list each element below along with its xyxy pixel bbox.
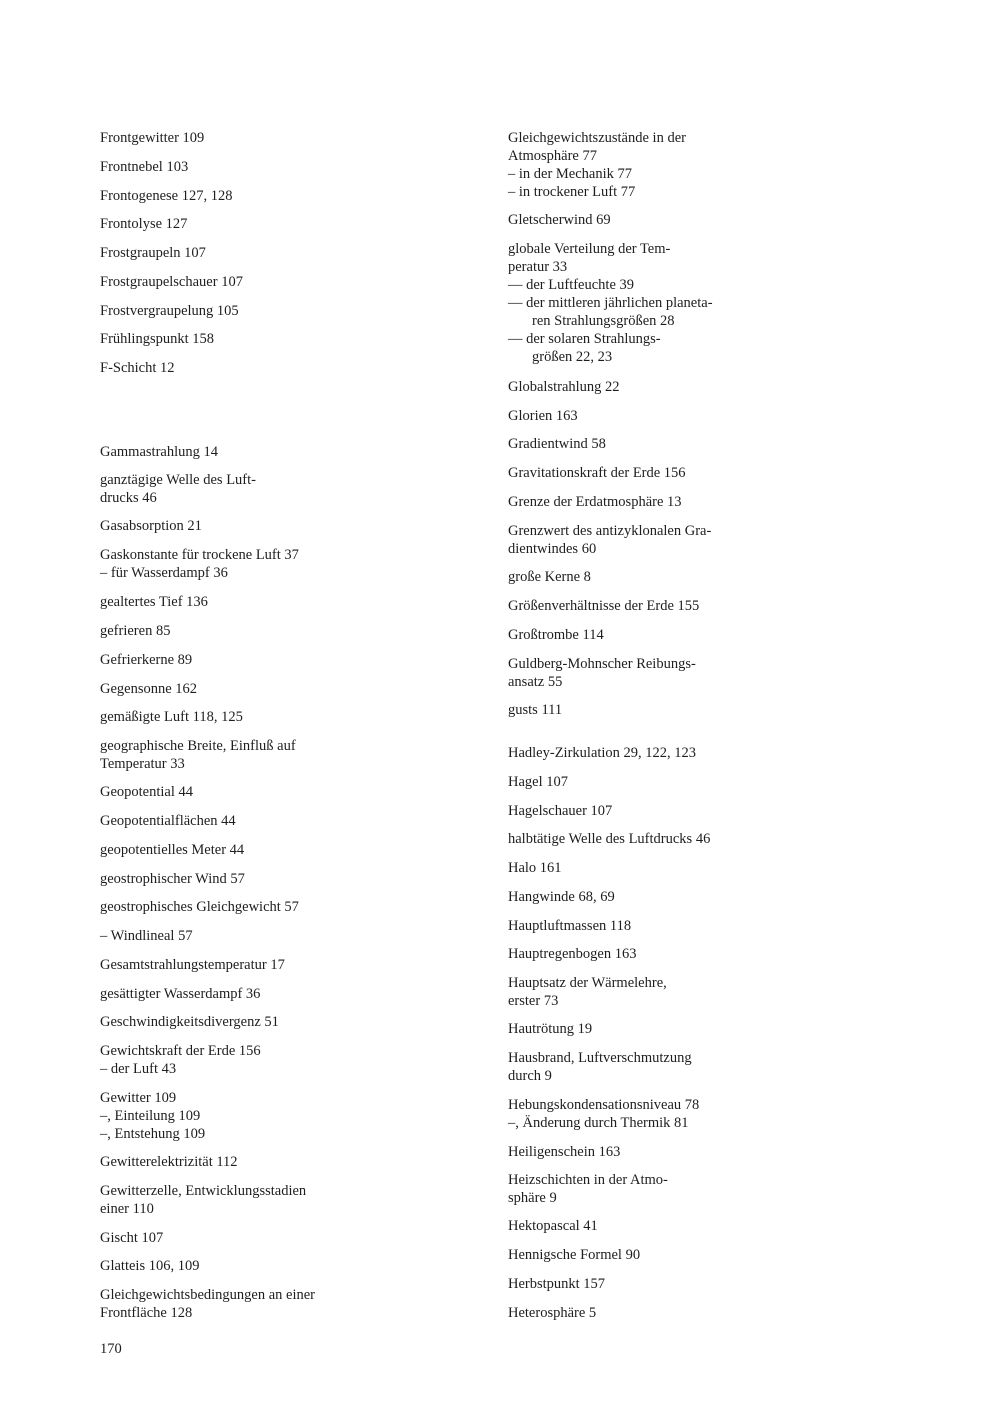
index-entry-line: –– der Luftfeuchte 39 bbox=[508, 277, 635, 293]
index-entry-line: Gegensonne 162 bbox=[100, 681, 198, 697]
index-entry bbox=[508, 917, 868, 935]
index-entry-line: Gaskonstante für trockene Luft 37 bbox=[100, 547, 299, 563]
index-entry-line: gealtertes Tief 136 bbox=[100, 594, 208, 610]
index-entry-line: Hangwinde 68, 69 bbox=[508, 889, 615, 905]
index-entry-line: Gewitterelektrizität 112 bbox=[100, 1154, 238, 1170]
index-entry-line: peratur 33 bbox=[508, 259, 568, 275]
index-entry-line: Frontnebel 103 bbox=[100, 159, 189, 175]
index-entry-line: Gewichtskraft der Erde 156 bbox=[100, 1043, 261, 1059]
index-entry-line: –, Entstehung 109 bbox=[100, 1126, 206, 1142]
index-entry bbox=[508, 945, 868, 963]
index-entry bbox=[508, 888, 868, 906]
index-entry-line: Hauptluftmassen 118 bbox=[508, 918, 632, 934]
index-entry bbox=[508, 859, 868, 877]
index-entry-line: Frostgraupelschauer 107 bbox=[100, 274, 243, 290]
index-entry bbox=[100, 783, 460, 801]
index-entry bbox=[100, 870, 460, 888]
index-entry bbox=[508, 1304, 868, 1322]
index-entry-line: Gradientwind 58 bbox=[508, 436, 606, 452]
index-entry bbox=[508, 240, 868, 366]
index-entry-line: gefrieren 85 bbox=[100, 623, 171, 639]
index-entry-line: halbtätige Welle des Luftdrucks 46 bbox=[508, 831, 711, 847]
index-entry bbox=[508, 830, 868, 848]
index-entry-line: Gravitationskraft der Erde 156 bbox=[508, 465, 686, 481]
index-entry bbox=[100, 593, 460, 611]
index-entry-line: Frontgewitter 109 bbox=[100, 130, 205, 146]
index-entry bbox=[508, 522, 868, 558]
index-entry-line: geographische Breite, Einfluß auf bbox=[100, 738, 296, 754]
index-entry-line: F-Schicht 12 bbox=[100, 360, 175, 376]
index-entry-line: Glatteis 106, 109 bbox=[100, 1258, 200, 1274]
index-entry bbox=[100, 1182, 460, 1218]
index-entry bbox=[100, 302, 460, 320]
index-entry-line: Hautrötung 19 bbox=[508, 1021, 593, 1037]
index-entry bbox=[100, 273, 460, 291]
index-entry-line: Geopotentialflächen 44 bbox=[100, 813, 236, 829]
index-entry-line: Grenzwert des antizyklonalen Gra- bbox=[508, 523, 712, 539]
index-entry bbox=[508, 802, 868, 820]
index-entry-line: Geopotential 44 bbox=[100, 784, 194, 800]
index-entry bbox=[100, 359, 460, 377]
index-entry-line: gesättigter Wasserdampf 36 bbox=[100, 986, 261, 1002]
index-entry-line: Hadley-Zirkulation 29, 122, 123 bbox=[508, 745, 697, 761]
page-number: 170 bbox=[100, 1341, 122, 1357]
index-entry bbox=[100, 1286, 460, 1322]
index-entry-line: Gletscherwind 69 bbox=[508, 212, 611, 228]
index-entry bbox=[100, 1013, 460, 1031]
index-entry-line: größen 22, 23 bbox=[532, 349, 613, 365]
index-entry-line: Frostgraupeln 107 bbox=[100, 245, 206, 261]
index-entry-line: Hennigsche Formel 90 bbox=[508, 1247, 641, 1263]
index-entry-line: ren Strahlungsgrößen 28 bbox=[532, 313, 675, 329]
index-entry-line: Frontogenese 127, 128 bbox=[100, 188, 233, 204]
index-entry bbox=[100, 517, 460, 535]
index-entry-line: durch 9 bbox=[508, 1068, 552, 1084]
index-entry-line: Hauptsatz der Wärmelehre, bbox=[508, 975, 667, 991]
index-entry bbox=[508, 1020, 868, 1038]
index-entry bbox=[508, 655, 868, 691]
index-entry bbox=[100, 680, 460, 698]
index-entry-line: geostrophischer Wind 57 bbox=[100, 871, 245, 887]
index-entry bbox=[508, 701, 868, 719]
index-entry-line: Halo 161 bbox=[508, 860, 562, 876]
index-entry-line: Frühlingspunkt 158 bbox=[100, 331, 214, 347]
index-entry bbox=[100, 187, 460, 205]
index-entry bbox=[508, 464, 868, 482]
index-entry-line: Frontfläche 128 bbox=[100, 1305, 193, 1321]
index-entry bbox=[100, 737, 460, 773]
index-entry-line: Gewitterzelle, Entwicklungsstadien bbox=[100, 1183, 307, 1199]
index-entry bbox=[100, 708, 460, 726]
index-entry-line: erster 73 bbox=[508, 993, 559, 1009]
index-entry-line: dientwindes 60 bbox=[508, 541, 597, 557]
index-entry-line: sphäre 9 bbox=[508, 1190, 557, 1206]
index-entry bbox=[100, 985, 460, 1003]
index-entry-line: Grenze der Erdatmosphäre 13 bbox=[508, 494, 682, 510]
index-entry bbox=[508, 435, 868, 453]
index-entry-line: drucks 46 bbox=[100, 490, 157, 506]
index-entry-line: Heterosphäre 5 bbox=[508, 1305, 597, 1321]
index-entry bbox=[100, 215, 460, 233]
index-entry bbox=[100, 812, 460, 830]
index-entry-line: –, Änderung durch Thermik 81 bbox=[508, 1115, 689, 1131]
index-entry-line: – in der Mechanik 77 bbox=[508, 166, 633, 182]
index-entry-line: –, Einteilung 109 bbox=[100, 1108, 201, 1124]
index-entry-line: Hausbrand, Luftverschmutzung bbox=[508, 1050, 692, 1066]
index-entry bbox=[508, 1143, 868, 1161]
index-entry bbox=[508, 211, 868, 229]
index-entry-line: Gammastrahlung 14 bbox=[100, 444, 218, 460]
index-entry-line: Herbstpunkt 157 bbox=[508, 1276, 606, 1292]
index-entry bbox=[100, 330, 460, 348]
index-entry-line: –– der solaren Strahlungs- bbox=[508, 331, 661, 347]
index-entry bbox=[100, 1229, 460, 1247]
index-entry-line: geostrophisches Gleichgewicht 57 bbox=[100, 899, 299, 915]
index-entry-line: Glorien 163 bbox=[508, 408, 578, 424]
index-entry bbox=[100, 898, 460, 916]
index-entry bbox=[100, 622, 460, 640]
index-entry-line: Hauptregenbogen 163 bbox=[508, 946, 637, 962]
index-entry-line: Heiligenschein 163 bbox=[508, 1144, 621, 1160]
index-entry bbox=[100, 1257, 460, 1275]
index-entry bbox=[100, 927, 460, 945]
index-entry-line: – der Luft 43 bbox=[100, 1061, 177, 1077]
index-entry bbox=[100, 1042, 460, 1078]
index-entry-line: gemäßigte Luft 118, 125 bbox=[100, 709, 243, 725]
index-entry bbox=[508, 1275, 868, 1293]
index-entry bbox=[508, 568, 868, 586]
index-entry-line: Gefrierkerne 89 bbox=[100, 652, 193, 668]
index-entry bbox=[508, 1171, 868, 1207]
index-entry-line: Hagelschauer 107 bbox=[508, 803, 613, 819]
index-entry-line: Heizschichten in der Atmo- bbox=[508, 1172, 668, 1188]
index-entry bbox=[100, 443, 460, 461]
index-entry-line: Hagel 107 bbox=[508, 774, 568, 790]
index-entry-line: ansatz 55 bbox=[508, 674, 563, 690]
index-entry-line: Frontolyse 127 bbox=[100, 216, 188, 232]
index-entry-line: Globalstrahlung 22 bbox=[508, 379, 620, 395]
index-entry-line: Gesamtstrahlungstemperatur 17 bbox=[100, 957, 285, 973]
index-entry-line: Hebungskondensationsniveau 78 bbox=[508, 1097, 700, 1113]
index-entry bbox=[508, 1217, 868, 1235]
index-entry-line: Frostvergraupelung 105 bbox=[100, 303, 239, 319]
index-entry-line: –– der mittleren jährlichen planeta- bbox=[508, 295, 713, 311]
index-entry bbox=[100, 651, 460, 669]
index-entry-line: – in trockener Luft 77 bbox=[508, 184, 636, 200]
index-entry bbox=[100, 546, 460, 582]
index-entry bbox=[508, 407, 868, 425]
index-entry-line: – Windlineal 57 bbox=[100, 928, 193, 944]
index-entry bbox=[100, 956, 460, 974]
index-entry-line: einer 110 bbox=[100, 1201, 154, 1217]
index-entry bbox=[508, 378, 868, 396]
index-entry-line: Großtrombe 114 bbox=[508, 627, 604, 643]
index-entry bbox=[508, 773, 868, 791]
index-entry bbox=[100, 841, 460, 859]
index-entry bbox=[100, 129, 460, 147]
index-entry bbox=[100, 244, 460, 262]
index-entry bbox=[100, 471, 460, 507]
index-entry-line: Geschwindigkeitsdivergenz 51 bbox=[100, 1014, 279, 1030]
index-entry bbox=[508, 597, 868, 615]
index-entry-line: Temperatur 33 bbox=[100, 756, 185, 772]
index-entry-line: Gischt 107 bbox=[100, 1230, 164, 1246]
index-entry bbox=[100, 1089, 460, 1143]
index-entry-line: ganztägige Welle des Luft- bbox=[100, 472, 256, 488]
index-entry bbox=[508, 493, 868, 511]
index-entry bbox=[508, 1246, 868, 1264]
index-entry-line: Größenverhältnisse der Erde 155 bbox=[508, 598, 700, 614]
index-entry bbox=[100, 158, 460, 176]
index-entry-line: Hektopascal 41 bbox=[508, 1218, 598, 1234]
index-entry-line: globale Verteilung der Tem- bbox=[508, 241, 671, 257]
index-entry bbox=[508, 626, 868, 644]
index-entry bbox=[508, 1049, 868, 1085]
index-entry-line: – für Wasserdampf 36 bbox=[100, 565, 228, 581]
index-entry bbox=[508, 744, 868, 762]
index-entry-line: Gewitter 109 bbox=[100, 1090, 177, 1106]
index-entry-line: große Kerne 8 bbox=[508, 569, 591, 585]
index-entry-line: Gleichgewichtszustände in der bbox=[508, 130, 686, 146]
index-entry bbox=[100, 1153, 460, 1171]
index-entry-line: Atmosphäre 77 bbox=[508, 148, 597, 164]
index-entry-line: geopotentielles Meter 44 bbox=[100, 842, 245, 858]
index-entry bbox=[508, 129, 868, 201]
index-entry-line: Guldberg-Mohnscher Reibungs- bbox=[508, 656, 696, 672]
index-entry-line: Gleichgewichtsbedingungen an einer bbox=[100, 1287, 316, 1303]
index-entry bbox=[508, 974, 868, 1010]
index-entry-line: Gasabsorption 21 bbox=[100, 518, 202, 534]
index-entry bbox=[508, 1096, 868, 1132]
index-entry-line: gusts 111 bbox=[508, 702, 563, 718]
